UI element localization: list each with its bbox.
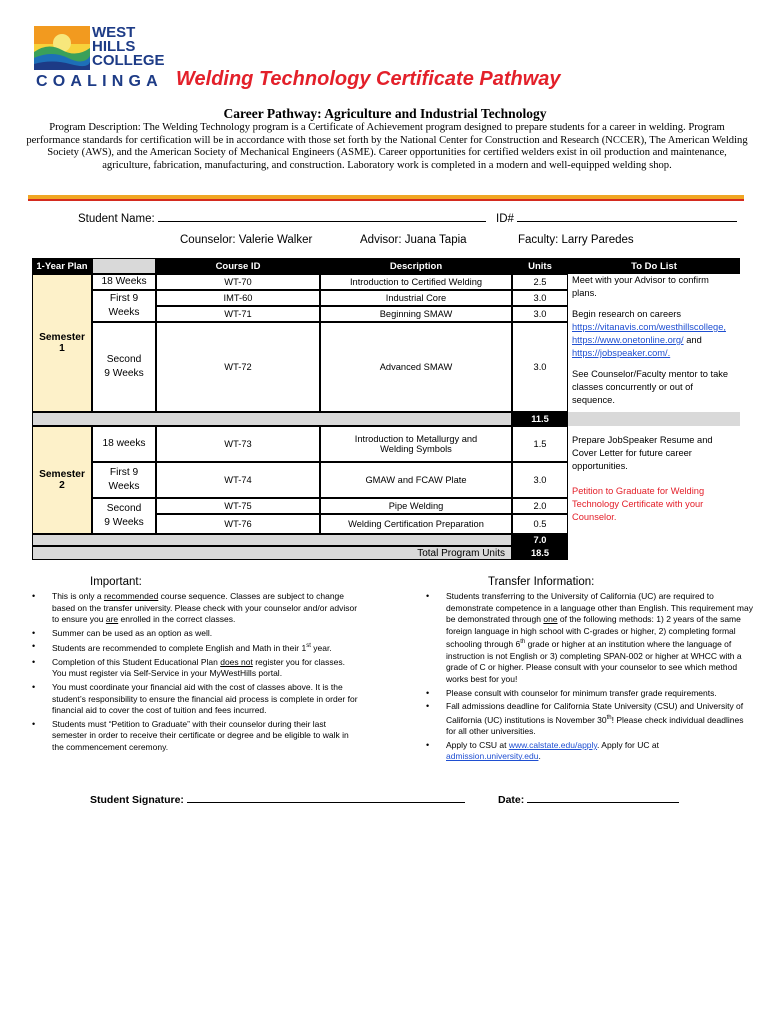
transfer-item <box>424 591 754 686</box>
important-text: Students must “Petition to Graduate” with their counselor during their last semester in order to receive their certificate or degree and be eligible to walk in the commencement ceremony. <box>52 718 349 752</box>
important-item <box>30 628 360 640</box>
semester-1-subtotal: 11.5 <box>512 412 568 426</box>
course-units: 3.0 <box>512 322 568 412</box>
transfer-text: ! Please check individual deadlines for all other universities. <box>446 714 744 737</box>
jobspeaker-link[interactable]: https://jobspeaker.com/. <box>572 348 671 358</box>
important-list <box>30 591 360 756</box>
subtotal-row-1 <box>32 412 512 426</box>
important-item <box>30 682 360 717</box>
transfer-text: th <box>520 639 526 646</box>
todo-item: Meet with your Advisor to confirm plans. <box>572 275 709 298</box>
important-text: recommended <box>103 591 159 601</box>
todo-item: Begin research on careers <box>572 309 682 319</box>
transfer-item <box>424 740 754 763</box>
weeks-s2-r3: Second 9 Weeks <box>92 498 156 534</box>
logo-west: WEST <box>92 24 136 41</box>
student-signature-field[interactable] <box>187 791 465 803</box>
student-id-field[interactable] <box>517 210 737 222</box>
header-todo: To Do List <box>568 258 740 274</box>
weeks-s2-r1: 18 weeks <box>92 426 156 462</box>
student-name-field[interactable] <box>158 210 486 222</box>
student-id-label: ID# <box>496 213 514 225</box>
important-text: enrolled in the correct classes. <box>118 614 236 625</box>
transfer-text: one <box>543 614 558 625</box>
page-title: Welding Technology Certificate Pathway <box>176 68 561 90</box>
hills-emblem-icon <box>34 26 90 70</box>
important-text: does not <box>220 656 253 667</box>
todo-item: Prepare JobSpeaker Resume and Cover Letter for future career opportunities. <box>572 435 713 471</box>
header-units: Units <box>512 258 568 274</box>
transfer-item <box>424 688 754 700</box>
course-id: IMT-60 <box>156 290 320 306</box>
course-units: 1.5 <box>512 426 568 462</box>
career-pathway: Career Pathway: Agriculture and Industrial Technology <box>223 106 547 121</box>
important-text: course sequence. Classes are subject to change based on the transfer university. Please check with your counselor and/or advisor to ensure you <box>52 591 358 625</box>
important-text: register you for classes. You must register via Self-Service in your MyWestHills portal. <box>52 656 345 679</box>
todo-item: See Counselor/Faculty mentor to take classes concurrently or out of sequence. <box>572 369 729 405</box>
course-id: WT-70 <box>156 274 320 290</box>
course-description: Industrial Core <box>320 290 512 306</box>
transfer-text: . Apply for UC at <box>597 739 659 750</box>
important-text: year. <box>310 643 332 654</box>
important-text: Summer can be used as an option as well. <box>52 627 213 638</box>
and-text: and <box>683 335 702 345</box>
college-logo <box>28 22 165 92</box>
header-blank <box>92 258 156 274</box>
header-plan: 1-Year Plan <box>32 258 92 274</box>
course-units: 0.5 <box>512 514 568 534</box>
total-units: 18.5 <box>512 546 568 560</box>
todo-semester-1 <box>568 272 740 414</box>
course-id: WT-73 <box>156 426 320 462</box>
course-id: WT-71 <box>156 306 320 322</box>
calstate-link[interactable]: www.calstate.edu/apply <box>508 739 598 750</box>
faculty: Faculty: Larry Paredes <box>518 234 634 246</box>
transfer-title: Transfer Information: <box>488 576 595 588</box>
course-description: Advanced SMAW <box>320 322 512 412</box>
course-units: 3.0 <box>512 462 568 498</box>
transfer-text: of the following methods: 1) 2 years of the same foreign language in high school with C-grades or higher, 2) completing formal schooling through 6 <box>446 614 741 650</box>
weeks-s1-r4: Second 9 Weeks <box>92 322 156 412</box>
important-item <box>30 719 360 754</box>
transfer-text: grade or higher at an institution where the language of instruction is not English or 3) completing SPAN-002 or higher at WHCC with a grade of C or higher. Please consult with your counselor to see which method works best for you! <box>446 639 742 684</box>
transfer-text: Students transferring to the University of California (UC) are required to demonstrate competence in a language other than English. This requirement may be demonstrated through <box>446 591 753 625</box>
counselor: Counselor: Valerie Walker <box>180 234 313 246</box>
course-plan-table <box>32 258 740 560</box>
important-text: Students are recommended to complete English and Math in their 1 <box>52 643 307 654</box>
advisor: Advisor: Juana Tapia <box>360 234 467 246</box>
important-title: Important: <box>90 576 142 588</box>
transfer-text: Please consult with counselor for minimum transfer grade requirements. <box>446 687 717 698</box>
student-signature-row <box>90 791 465 806</box>
course-description: Welding Certification Preparation <box>320 514 512 534</box>
important-item <box>30 641 360 654</box>
course-id: WT-75 <box>156 498 320 514</box>
logo-college: COLLEGE <box>92 52 165 69</box>
student-id-row <box>496 210 737 225</box>
important-item <box>30 591 360 626</box>
course-description: Introduction to Certified Welding <box>320 274 512 290</box>
header-course-id: Course ID <box>156 258 320 274</box>
course-units: 3.0 <box>512 306 568 322</box>
total-label: Total Program Units <box>32 546 512 560</box>
uc-admission-link[interactable]: admission.university.edu <box>446 751 539 762</box>
course-description: GMAW and FCAW Plate <box>320 462 512 498</box>
subtotal-todo-spacer <box>568 412 740 426</box>
subtotal-row-2 <box>32 534 512 546</box>
transfer-item <box>424 701 754 738</box>
date-label: Date: <box>498 794 525 806</box>
weeks-s1-r2: First 9 Weeks <box>92 290 156 322</box>
logo-coalinga: COALINGA <box>36 73 163 90</box>
semester-1-label: Semester 1 <box>32 274 92 412</box>
onetonline-link[interactable]: https://www.onetonline.org/ <box>572 335 684 345</box>
important-text: You must coordinate your financial aid with the cost of classes above. It is the student’s responsibility to ensure the financial aid process is complete in order for financial aid to cover the cost of tuition and fees incurred. <box>52 681 358 716</box>
course-id: WT-76 <box>156 514 320 534</box>
header-description: Description <box>320 258 512 274</box>
course-id: WT-74 <box>156 462 320 498</box>
course-description: Beginning SMAW <box>320 306 512 322</box>
todo-petition: Petition to Graduate for Welding Technology Certificate with your Counselor. <box>572 486 705 522</box>
semester-2-label: Semester 2 <box>32 426 92 534</box>
important-text: Completion of this Student Educational Plan <box>52 656 221 667</box>
date-row <box>498 791 679 806</box>
transfer-text: Fall admissions deadline for California State University (CSU) and University of California (UC) institutions is November 30 <box>446 701 744 725</box>
important-text: are <box>105 614 119 625</box>
course-description: Pipe Welding <box>320 498 512 514</box>
student-name-row <box>78 210 486 225</box>
course-units: 2.0 <box>512 498 568 514</box>
transfer-text: . <box>538 751 541 762</box>
transfer-list <box>424 591 754 765</box>
transfer-text: th <box>606 714 612 721</box>
student-name-label: Student Name: <box>78 213 155 225</box>
logo-hills: HILLS <box>92 38 136 55</box>
weeks-s1-r1: 18 Weeks <box>92 274 156 290</box>
semester-2-subtotal: 7.0 <box>512 534 568 546</box>
student-signature-label: Student Signature: <box>90 794 184 806</box>
course-units: 2.5 <box>512 274 568 290</box>
divider-red <box>28 199 744 201</box>
important-text: st <box>306 643 311 650</box>
date-field[interactable] <box>527 791 679 803</box>
course-id: WT-72 <box>156 322 320 412</box>
course-units: 3.0 <box>512 290 568 306</box>
todo-semester-2 <box>568 432 740 532</box>
program-description: Program Description: The Welding Technology program is a Certificate of Achievement program designed to prepare students for a career in welding. Program performance standards for certification will be in accordance with those set forth by the National Center for Construction and Research (NCCER), The American Welding Society (AWS), and the American Society of Mechanical Engineers (ASME). Career opportunities for certified welders exist in oil production and maintenance, agriculture, fabrication, manufacturing, and construction. Laboratory work is completed in a modern and well-equipped welding shop. <box>26 122 748 171</box>
weeks-s2-r2: First 9 Weeks <box>92 462 156 498</box>
transfer-text: Apply to CSU at <box>446 739 509 750</box>
course-description: Introduction to Metallurgy and Welding Symbols <box>320 426 512 462</box>
important-text: This is only a <box>52 591 104 601</box>
todo-links <box>572 321 736 360</box>
important-item <box>30 657 360 680</box>
vitanavis-link[interactable]: https://vitanavis.com/westhillscollege, <box>572 322 726 332</box>
